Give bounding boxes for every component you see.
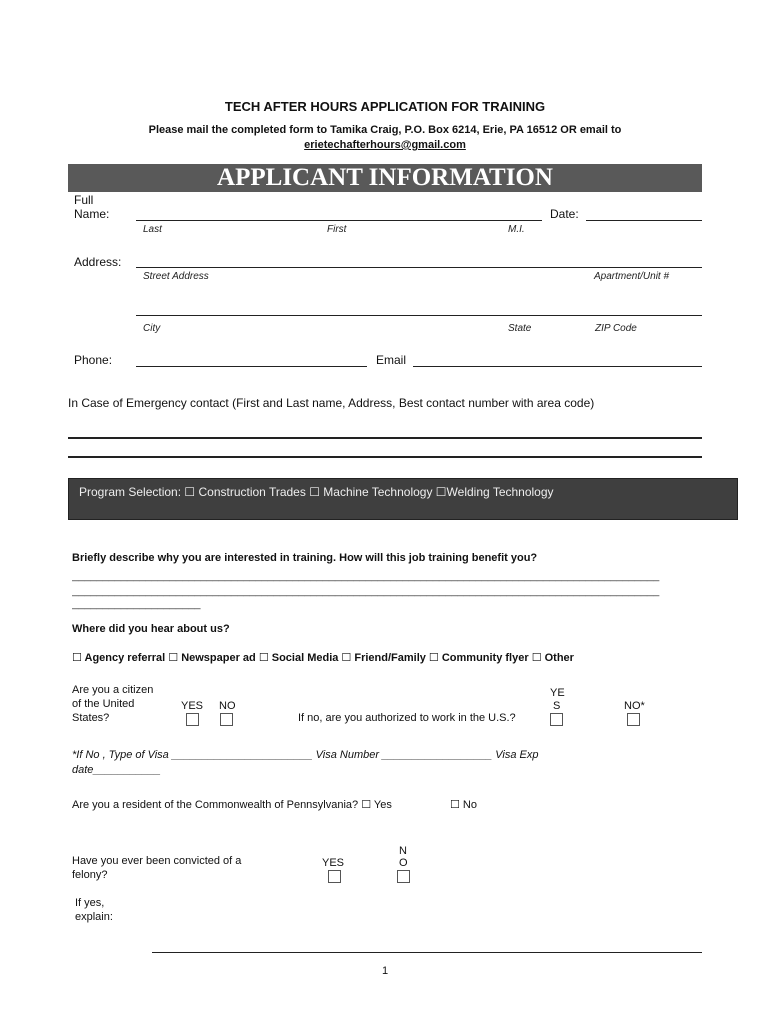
- hear-about-options[interactable]: ☐ Agency referral ☐ Newspaper ad ☐ Social Media ☐ Friend/Family ☐ Community flyer ☐ Other: [72, 652, 574, 664]
- sub-label-mi: M.I.: [508, 224, 525, 235]
- email-label: Email: [376, 353, 407, 367]
- phone-field[interactable]: [136, 366, 367, 367]
- date-field[interactable]: [586, 220, 702, 221]
- citizen-question-line3: States?: [72, 712, 110, 724]
- felony-yes-checkbox[interactable]: [328, 870, 341, 883]
- sub-label-apartment: Apartment/Unit #: [594, 271, 670, 282]
- sub-label-last: Last: [143, 224, 162, 235]
- interest-answer-line-3[interactable]: _____________________: [72, 598, 201, 610]
- authorized-yes-label-line1: YE: [550, 687, 565, 699]
- street-address-field[interactable]: [136, 267, 702, 268]
- felony-question-line1: Have you ever been convicted of a: [72, 855, 242, 867]
- citizen-no-checkbox[interactable]: [220, 713, 233, 726]
- authorized-yes-label-line2: S: [553, 700, 561, 712]
- sub-label-street: Street Address: [143, 271, 209, 282]
- visa-info-line2[interactable]: date___________: [72, 764, 161, 776]
- felony-no-label-line2: O: [399, 857, 408, 869]
- email-link[interactable]: erietechafterhours@gmail.com: [304, 139, 466, 151]
- emergency-contact-label: In Case of Emergency contact (First and Last name, Address, Best contact number with area code): [68, 396, 595, 410]
- pa-resident-no[interactable]: ☐ No: [450, 799, 477, 811]
- explain-label-line1: If yes,: [75, 897, 105, 909]
- authorized-no-checkbox[interactable]: [627, 713, 640, 726]
- sub-label-state: State: [508, 323, 532, 334]
- work-authorization-question: If no, are you authorized to work in the U.S.?: [298, 712, 516, 724]
- felony-explanation-field[interactable]: [152, 952, 702, 953]
- email-field[interactable]: [413, 366, 702, 367]
- interest-answer-line-2[interactable]: ________________________________________________________________________________________________: [72, 585, 660, 597]
- full-name-field[interactable]: [136, 220, 542, 221]
- program-selection-box[interactable]: [68, 478, 738, 520]
- form-title: TECH AFTER HOURS APPLICATION FOR TRAINING: [224, 99, 546, 114]
- program-selection-text: Program Selection: ☐ Construction Trades ☐ Machine Technology ☐Welding Technology: [79, 485, 554, 499]
- visa-info-line1[interactable]: *If No , Type of Visa _______________________ Visa Number __________________ Visa Exp: [72, 749, 539, 761]
- hear-about-question: Where did you hear about us?: [72, 623, 230, 635]
- felony-question-line2: felony?: [72, 869, 108, 881]
- address-label: Address:: [74, 255, 122, 269]
- felony-no-label-line1: N: [399, 845, 407, 857]
- mail-instructions: Please mail the completed form to Tamika Craig, P.O. Box 6214, Erie, PA 16512 OR email to: [148, 124, 622, 136]
- authorized-no-label: NO*: [624, 700, 645, 712]
- phone-label: Phone:: [74, 353, 113, 367]
- city-state-zip-field[interactable]: [136, 315, 702, 316]
- emergency-contact-line-1[interactable]: [68, 437, 702, 439]
- felony-no-checkbox[interactable]: [397, 870, 410, 883]
- citizen-yes-label: YES: [181, 700, 204, 712]
- citizen-yes-checkbox[interactable]: [186, 713, 199, 726]
- citizen-no-label: NO: [219, 700, 236, 712]
- authorized-yes-checkbox[interactable]: [550, 713, 563, 726]
- interest-answer-line-1[interactable]: ________________________________________________________________________________________________: [72, 570, 660, 582]
- applicant-information-banner: APPLICANT INFORMATION: [68, 164, 702, 192]
- explain-label-line2: explain:: [75, 911, 113, 923]
- sub-label-zip: ZIP Code: [595, 323, 637, 334]
- full-name-label-line1: Full: [74, 193, 94, 207]
- emergency-contact-line-2[interactable]: [68, 456, 702, 458]
- sub-label-city: City: [143, 323, 161, 334]
- pa-resident-question[interactable]: Are you a resident of the Commonwealth of Pennsylvania? ☐ Yes: [72, 799, 392, 811]
- citizen-question-line1: Are you a citizen: [72, 684, 154, 696]
- full-name-label-line2: Name:: [74, 207, 110, 221]
- interest-question: Briefly describe why you are interested in training. How will this job training benefit you?: [72, 552, 538, 564]
- citizen-question-line2: of the United: [72, 698, 135, 710]
- felony-yes-label: YES: [322, 857, 345, 869]
- sub-label-first: First: [327, 224, 347, 235]
- date-label: Date:: [550, 207, 579, 221]
- page-number: 1: [381, 965, 389, 977]
